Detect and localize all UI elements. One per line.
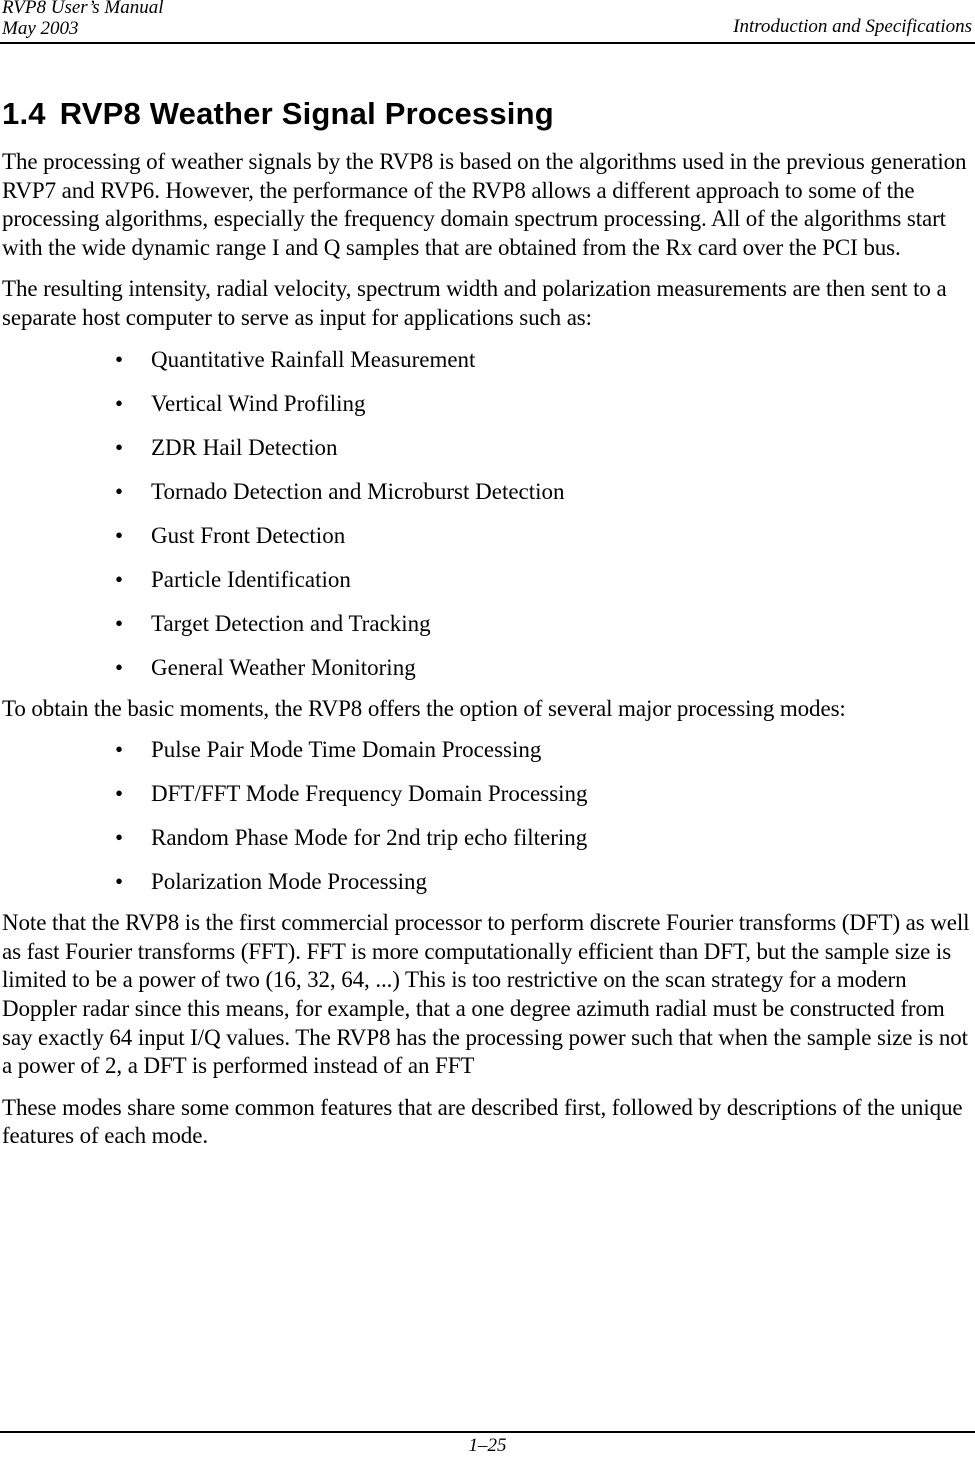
list-item: • Polarization Mode Processing [115, 869, 427, 895]
bullet-icon: • [115, 434, 124, 460]
list-item: • Quantitative Rainfall Measurement [115, 346, 476, 372]
bullet-icon: • [115, 478, 124, 504]
dft-fft-note-paragraph: Note that the RVP8 is the first commercial processor to perform discrete Fourier transforms (DFT) as well as fast Fourier transforms (FFT). FFT is more computationally efficient than DFT, but the sample size is limited to be a power of two (16, 32, 64, ...) This is too restrictive on the scan strategy for a modern Doppler radar since this means, for example, that a one degree azimuth radial must be constructed from say exactly 64 input I/Q values. The RVP8 has the processing power such that when the sample size is not a power of 2, a DFT is performed instead of an FFT [2, 910, 970, 1079]
bullet-icon: • [115, 737, 124, 763]
bullet-icon: • [115, 869, 124, 895]
applications-list [2, 346, 974, 682]
bullet-icon: • [115, 825, 124, 851]
list-item: • Particle Identification [115, 566, 351, 592]
bullet-icon: • [115, 654, 124, 680]
page-number: 1–25 [468, 1435, 507, 1456]
intro-paragraph: The processing of weather signals by the RVP8 is based on the algorithms used in the previous generation RVP7 and RVP6. However, the performance of the RVP8 allows a different approach to some of the processing algorithms, especially the frequency domain spectrum processing. All of the algorithms start with the wide dynamic range I and Q samples that are obtained from the Rx card over the PCI bus. [2, 149, 967, 260]
list-item: • Random Phase Mode for 2nd trip echo filtering [115, 825, 588, 851]
section-title: RVP8 Weather Signal Processing [59, 96, 554, 131]
list-item: • ZDR Hail Detection [115, 434, 338, 460]
bullet-icon: • [115, 781, 124, 807]
chapter-title: Introduction and Specifications [733, 16, 972, 37]
list-item: • Vertical Wind Profiling [115, 390, 366, 416]
applications-intro-paragraph: The resulting intensity, radial velocity, spectrum width and polarization measurements are then sent to a separate host computer to serve as input for applications such as: [2, 276, 947, 330]
bullet-icon: • [115, 346, 124, 372]
closing-paragraph: These modes share some common features that are described first, followed by descriptions of the unique features of each mode. [2, 1094, 963, 1149]
running-header [0, 0, 975, 44]
section-heading [2, 94, 974, 134]
list-item: • DFT/FFT Mode Frequency Domain Processing [115, 781, 588, 807]
list-item: • Tornado Detection and Microburst Detection [115, 478, 565, 504]
bullet-icon: • [115, 610, 124, 636]
header-left [2, 0, 164, 39]
list-item: • General Weather Monitoring [115, 654, 416, 680]
page-content [2, 94, 974, 1164]
bullet-icon: • [115, 566, 124, 592]
running-footer [0, 1431, 975, 1456]
list-item: • Gust Front Detection [115, 522, 346, 548]
processing-modes-list [2, 736, 974, 896]
section-number: 1.4 [2, 96, 46, 131]
publication-date: May 2003 [2, 18, 79, 39]
manual-title: RVP8 User’s Manual [2, 0, 164, 18]
list-item: • Target Detection and Tracking [115, 610, 431, 636]
list-item: • Pulse Pair Mode Time Domain Processing [115, 737, 542, 763]
bullet-icon: • [115, 390, 124, 416]
modes-intro-paragraph: To obtain the basic moments, the RVP8 offers the option of several major processing modes: [2, 695, 846, 721]
bullet-icon: • [115, 522, 124, 548]
